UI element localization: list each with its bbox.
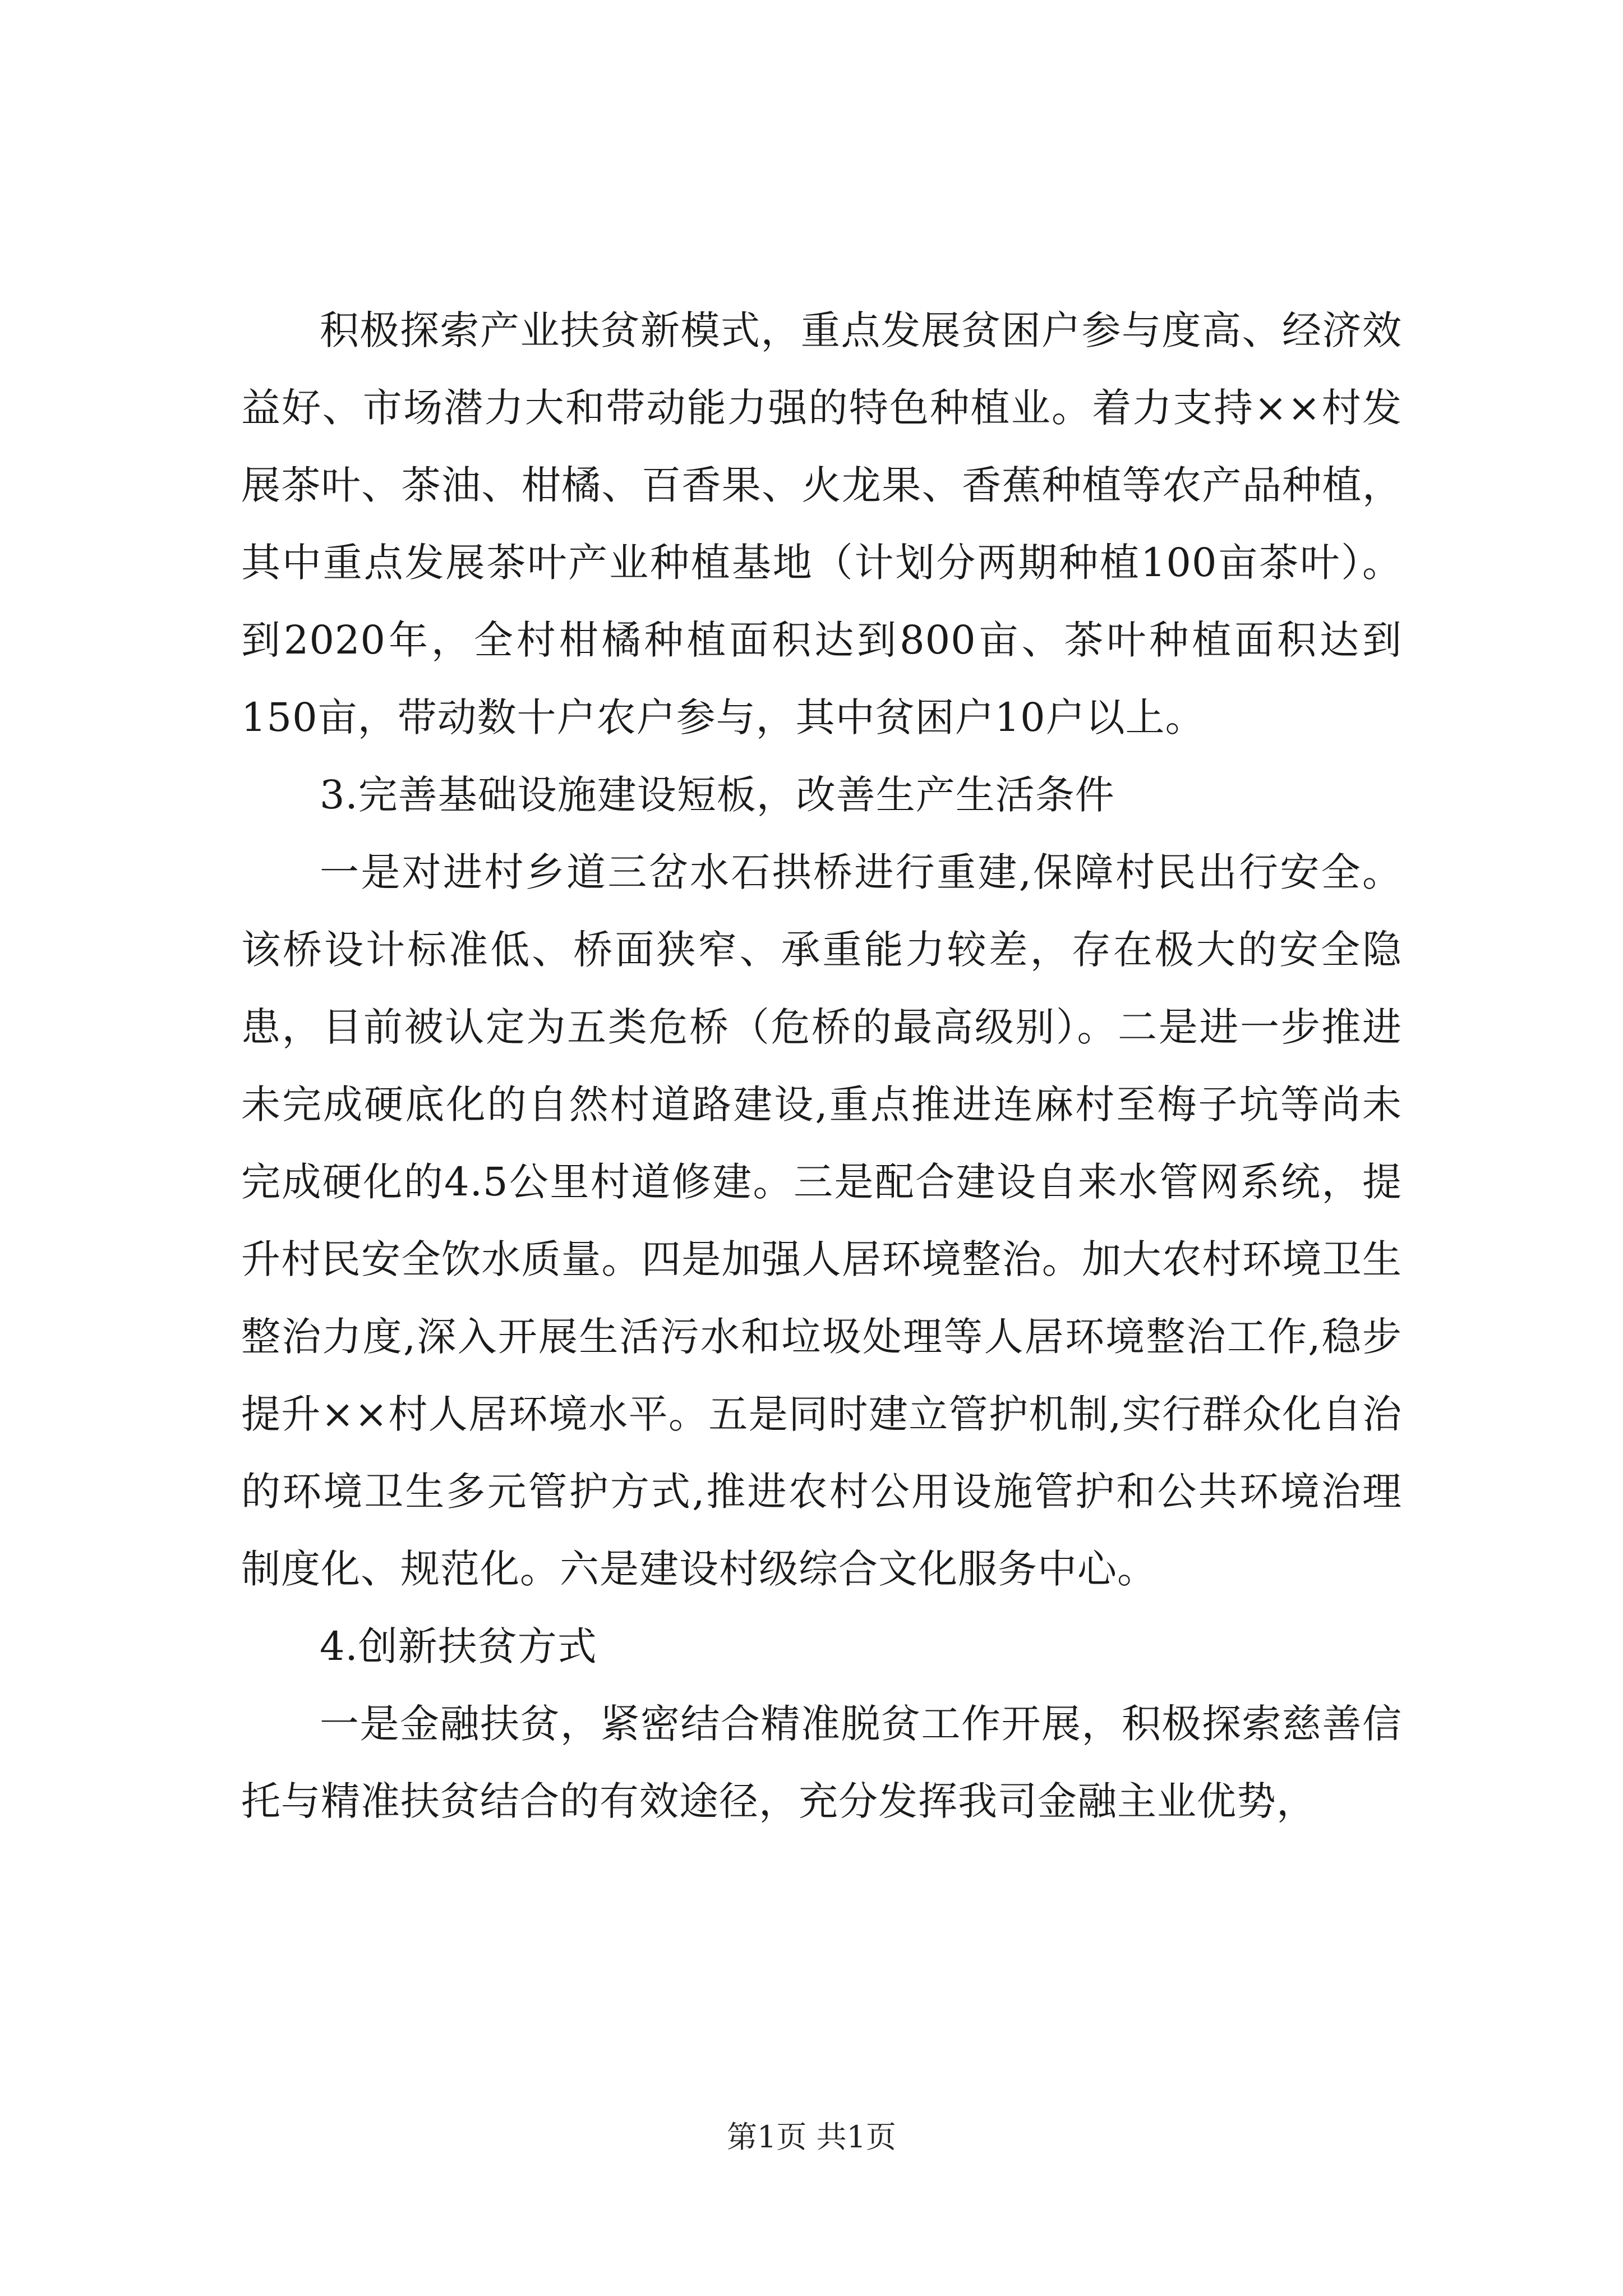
section-heading-4: 4.创新扶贫方式 [320, 1623, 597, 1669]
paragraph-industry: 积极探索产业扶贫新模式，重点发展贫困户参与度高、经济效益好、市场潜力大和带动能力强的特色种植业。着力支持××村发展茶叶、茶油、柑橘、百香果、火龙果、香蕉种植等农产品种植，其中重点发展茶叶产业种植基地（计划分两期种植100亩茶叶）。到2020年，全村柑橘种植面积达到800亩、茶叶种植面积达到150亩，带动数十户农户参与，其中贫困户10户以上。 [241, 307, 1402, 740]
page-footer: 第1页 共1页 [727, 2119, 896, 2155]
document-body [241, 292, 1402, 1840]
section-heading-3: 3.完善基础设施建设短板，改善生产生活条件 [320, 772, 1115, 818]
paragraph-finance: 一是金融扶贫，紧密结合精准脱贫工作开展，积极探索慈善信托与精准扶贫结合的有效途径，充分发挥我司金融主业优势， [241, 1701, 1402, 1824]
paragraph-infrastructure: 一是对进村乡道三岔水石拱桥进行重建,保障村民出行安全。该桥设计标准低、桥面狭窄、承重能力较差，存在极大的安全隐患，目前被认定为五类危桥（危桥的最高级别）。二是进一步推进未完成硬底化的自然村道路建设,重点推进连麻村至梅子坑等尚未完成硬化的4.5公里村道修建。三是配合建设自来水管网系统，提升村民安全饮水质量。四是加强人居环境整治。加大农村环境卫生整治力度,深入开展生活污水和垃圾处理等人居环境整治工作,稳步提升××村人居环境水平。五是同时建立管护机制,实行群众化自治的环境卫生多元管护方式,推进农村公用设施管护和公共环境治理制度化、规范化。六是建设村级综合文化服务中心。 [241, 849, 1402, 1592]
